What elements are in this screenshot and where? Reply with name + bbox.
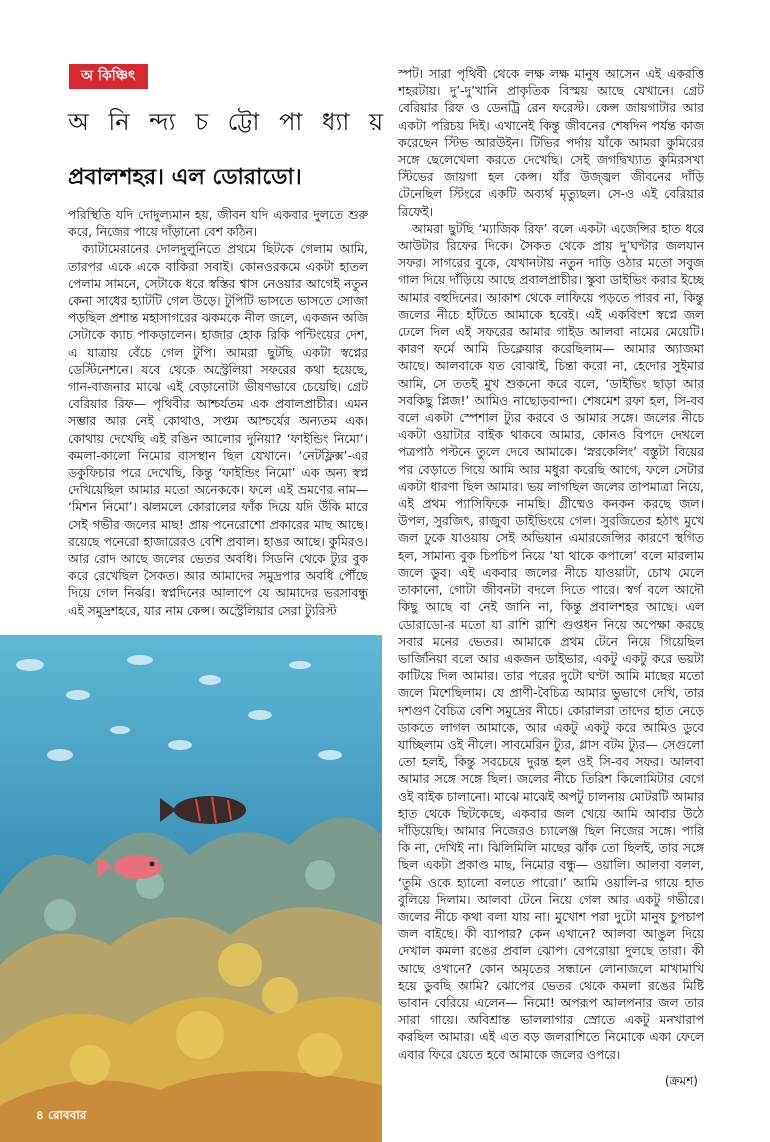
- paragraph: স্পট। সারা পৃথিবী থেকে লক্ষ লক্ষ মানুষ আসেন এই একরত্তি শহরটায়। দু’-দু’খানি প্রাকৃতিক বিস্ময় আছে যেখানে। গ্রেট বেরিয়ার রিফ ও ডেনট্রি রেন ফরেস্ট। কেন্স জায়গাটার আর একটা পরিচয় দিই। এখানেই কিন্তু জীবনের শেষদিন পর্যন্ত কাজ করেছেন স্টিভ আরউইন। টিভির পর্দায় যাঁকে আমরা কুমিরের সঙ্গে ছেলেখেলা করতে দেখেছি। সেই জগদ্বিখ্যাত কুমিরসখা স্টিভের জায়গা হল কেন্স। যাঁর উজ্জ্বল জীবনের দাঁড়ি টেনেছিল স্টিংরে একটি অব্যর্থ মৃত্যুছল। সে-ও এই বেরিয়ার রিফেই।: [398, 67, 704, 219]
- paragraph: আমরা ছুটছি ‘ম্যাজিক রিফ’ বলে একটা এজেন্সির হাত ধরে আউটার রিফের দিকে। সৈকত থেকে প্রায় দু’ঘণ্টার জলযান সফর। সাগরের বুকে, যেখানটায় নতুন দাড়ি ওঠার মতো সবুজ গাল দিয়ে দাঁড়িয়ে আছে প্রবালপ্রাচীর। স্কুবা ডাইভিং করার ইচ্ছে আমার বহুদিনের। আকাশ থেকে লাফিয়ে পড়তে পারব না, কিন্তু জলের নীচে হাঁটতে আমাকে হবেই। এই একবিংশ স্বপ্নে জল ঢেলে দিল এই সফরের আমার গাইড আলবা নামের মেয়েটি। কারণ ফর্মে আমি ডিক্লেয়ার করেছিলাম— আমার অ্যাজমা আছে। আলবাকে যত বোঝাই, চিন্তা করো না, হেদোর সুইমার আমি, সে ততই মুখ শুকনো করে বলে, ‘ডাইভিং ছাড়া আর সবকিছু প্লিজ!’ আমিও নাছোড়বান্দা। শেষমেশ রফা হল, সি-বব বলে একটা স্পেশাল ট্যুর করবে ও আমার সঙ্গে। জলের নীচে একটা ওয়াটার বাইক থাকবে আমার, কোনও বিপদে দেখলে পত্রপাঠ পল্টনে তুলে দেবে আমাকে। ‘স্নরকেলিং’ বস্তুটা বিয়ের পর বেড়াতে গিয়ে আমি আর মধুরা করেছি আগে, ফলে সেটার একটা ধারণা ছিল আমার। ভয় লাগছিল জলের তাপমাত্রা নিয়ে, এই প্রথম প্যাসিফিকে নামছি। গ্রীষ্মেও কনকন করছে জল। উপল, সুরজিৎ, রাজুবা ডাইভিংয়ে গেল। সুরজিতের হঠাৎ মুখে জল ঢুকে যাওয়ায় সেই অভিযান এমারজেন্সির কারণে স্থগিত হল, সামান্য বুক চিপচিপ নিয়ে ‘যা থাকে কপালে’ বলে মারলাম জলে ডুব। এই একবার জলের নীচে যাওয়াটা, চোখ মেলে তাকানো, গোটা জীবনটা বদলে দিতে পারে। স্বর্গ বলে আদৌ কিছু আছে বা নেই জানি না, কিন্তু প্রবালশহর আছে। এল ডোরাডো-র মতো যা রাশি রাশি গুপ্তধন নিয়ে অপেক্ষা করছে সবার মনের ভেতর। আমাকে প্রথম টেনে নিয়ে গিয়েছিল ভার্জিনিয়া বলে আর একজন ডাইভার, একটু একটু করে ভয়টা কাটিয়ে দিল আমার। তার পরের দুটো ঘণ্টা আমি মাছের মতো জলে মিশেছিলাম। যে প্রাণী-বৈচিত্র আমার ভুভাগে দেখি, তার দশগুণ বৈচিত্র বেশি সমুদ্রের নীচে। কোরালরা তাদের হাত নেড়ে ডাকতে লাগল আমাকে, আর একটু একটু করে আমিও ডুবে যাচ্ছিলাম ওই নীলে। সাবমেরিন ট্যুর, গ্লাস বটম ট্যুর— সেগুলো তো হলই, কিন্তু সবচেয়ে দুরন্ত হল ওই সি-বব সফর। আলবা আমার সঙ্গে সঙ্গে ছিল। জলের নীচে তিরিশ কিলোমিটার বেগে ওই বাইক চালানো। মাঝে মাঝেই অপটু চালনায় মোটরটি আমার হাত থেকে ছিটকেছে, একবার জল খেয়ে আমি আবার উঠে দাঁড়িয়েছি। আমার নিজেরও চ্যালেঞ্জ ছিল নিজের সঙ্গে। পারি কি না, দেখিই না। ঝিলিমিলি মাছের ঝাঁক তো ছিলই, তার সঙ্গে ছিল একটা প্রকাণ্ড মাছ, নিমোর বন্ধু— ওয়ালি। আলবা বলল, ‘তুমি ওকে হ্যালো বলতে পারো।’ আমি ওয়ালি-র গায়ে হাত বুলিয়ে দিলাম। আলবা টেনে নিয়ে গেল আর একটু গভীরে। জলের নীচে কথা বলা যায় না। মুখোশ পরা দুটো মানুষ চুপচাপ জল বাইছে। কী ব্যাপার? কেন এখানে? আলবা আঙুল দিয়ে দেখাল কমলা রঙের প্রবাল ঝোপ। বেপরোয়া দুলছে তারা। কী আছে ওখানে? কোন অমৃতের সন্ধানে লোনাজলে মাখামাখি হয়ে ডুবছি আমি? ঝোপের ভেতর থেকে কমলা রঙের মিষ্টি ভাবান বেরিয়ে এলেন— নিমো! অপরূপ আলপনার জল তার সারা গায়ে। অবিশ্রান্ত ভাললাগার স্রোতে একটু মনখারাপ করছিল আমার। এই এত বড় জলরাশিতে নিমোকে একা ফেলে এবার ফিরে যেতে হবে আমাকে জলের ওপরে।: [398, 221, 704, 1062]
- article-headline: প্রবালশহর। এল ডোরাডো।: [68, 165, 302, 190]
- coral-reef-illustration: [0, 635, 382, 1142]
- continued-label: (ক্রমশ): [664, 1074, 698, 1088]
- section-tag: অ কিঞ্চিৎ: [69, 64, 148, 89]
- paragraph: পরিস্থিতি যদি দোদুল্যমান হয়, জীবন যদি একবার দুলতে শুরু করে, নিজের পায়ে দাঁড়ানো বেশ কঠিন।: [68, 208, 368, 240]
- page-folio: ৪ রোববার: [36, 1108, 87, 1122]
- author-byline: অ নি ন্দ্য চ ট্টো পা ধ্যা য়: [68, 108, 390, 136]
- left-column-text: [68, 207, 368, 627]
- coral-reef-photo: [0, 635, 382, 1142]
- right-column-text: [398, 66, 704, 1066]
- paragraph: ক্যাটামেরানের দোলদুলুনিতে প্রথমে ছিটকে গেলাম আমি, তারপর একে একে বাকিরা সবাই। কোনওরকমে একটা হাতল পেলাম সামনে, সেটাকে ধরে স্বস্তির শ্বাস নেওয়ার আগেই নতুন কেনা সাধের হ্যাটটি গেল উড়ে। টুপিটি ভাসতে ভাসতে সোজা পড়ছিল প্রশান্ত মহাসাগরের ঝকমকে নীল জলে, একজন অজি সেটাকে ক্যাচ পাকড়ালেন। হাজার হোক রিকি পন্টিংয়ের দেশ, এ যাত্রায় বেঁচে গেল টুপি। আমরা ছুটছি একটা স্বপ্নের ডেস্টিনেশনে। যবে থেকে অস্ট্রেলিয়া সফরের কথা হয়েছে, গান-বাজনার মাঝে এই বেড়ানোটা ভীষণভাবে চেয়েছি। গ্রেট বেরিয়ার রিফ— পৃথিবীর আশ্চর্যতম এক প্রবালপ্রাচীর। এমন সম্ভার আর নেই কোথাও, সপ্তম আশ্চর্যের অন্যতম এক। কোথায় দেখেছি এই রঙিন আলোর দুনিয়া? ‘ফাইন্ডিং নিমো’। কমলা-কালো নিমোর বাসস্থান ছিল যেখানে। ‘নেটফ্লিক্স’-এর ডকুফিচার পরে দেখেছি, কিন্তু ‘ফাইন্ডিং নিমো’ এক অন্য স্বপ্ন দেখিয়েছিল আমার মতো অনেককে। ফলে এই ভ্রমণের নাম— ‘মিশন নিমো’। ঝলমলে কোরালের ফাঁক দিয়ে যদি উঁকি মারে সেই গভীর জলের মাছ! প্রায় পনেরোশো প্রকারের মাছ আছে। রয়েছে পনেরো হাজারেরও বেশি প্রবাল। হাঙর আছে। কুমিরও। আর রোদ আছে জলের ভেতর অবধি। সিডনি থেকে ট্যুর বুক করে রেখেছিল সৈকত। আর আমাদের সমুদ্রপার অবধি পৌঁছে দিয়ে গেল নির্ঝর। স্বপ্নদিনের আলাপে যে আমাদের ভরসাবন্ধু এই সমুদ্রশহরে, যার নাম কেন্স। অস্ট্রেলিয়ার সেরা ট্যুরিস্ট: [68, 242, 368, 618]
